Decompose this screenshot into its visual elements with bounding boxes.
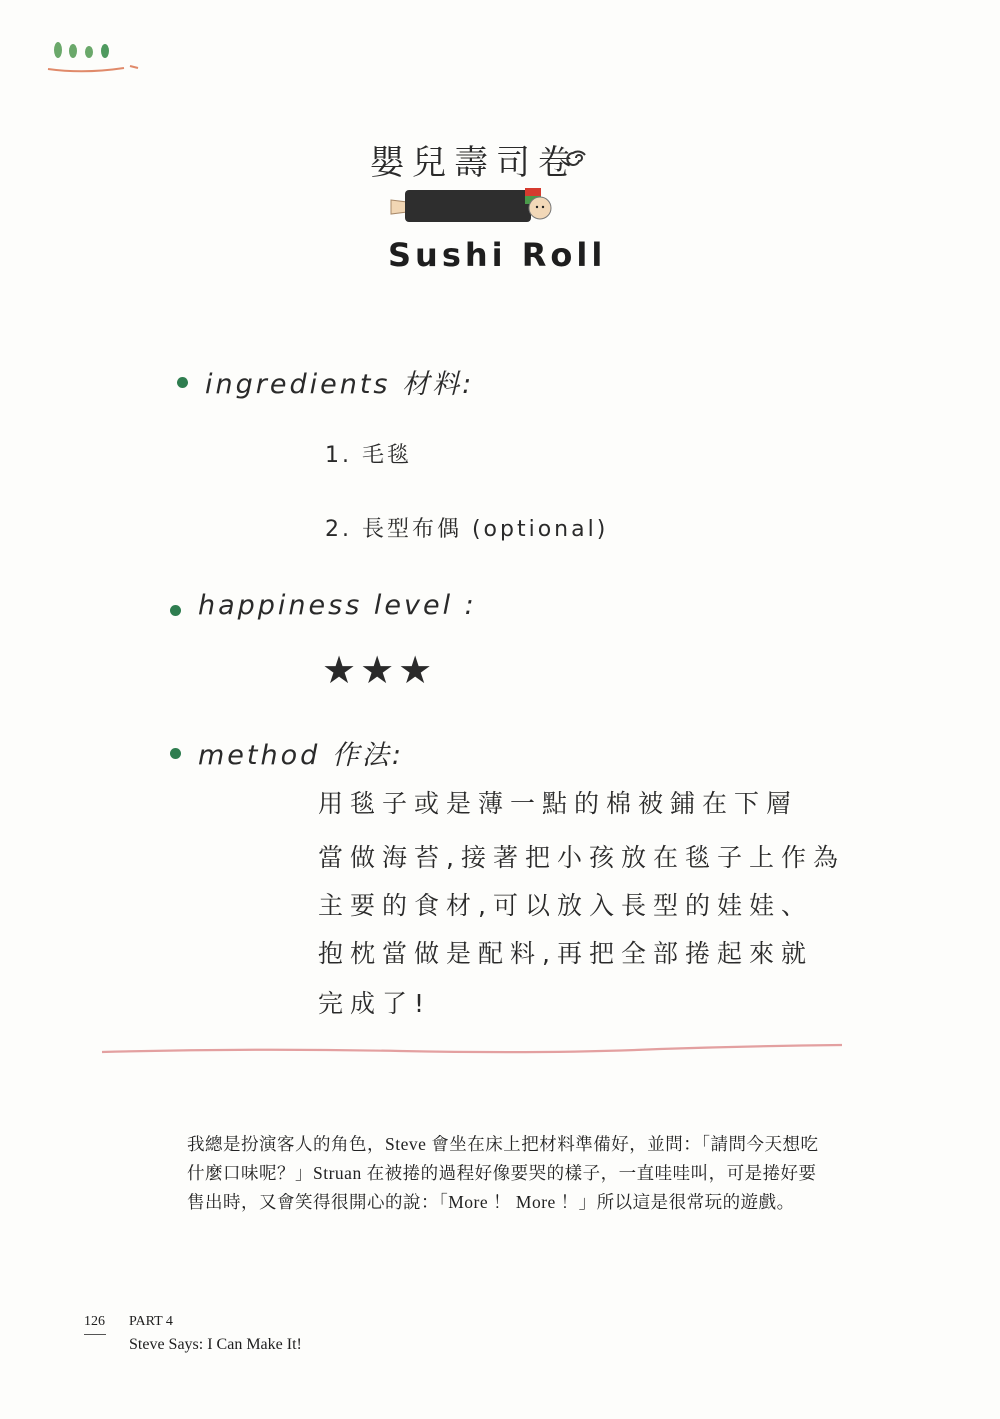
- footer-subtitle: Steve Says: I Can Make It!: [129, 1336, 302, 1353]
- title-chinese: 嬰兒壽司卷: [370, 143, 580, 183]
- leaf-decoration-icon: [44, 36, 144, 76]
- body-line: 售出時，又會笑得很開心的說：「More ！ More ！」所以這是很常玩的遊戲。: [187, 1192, 795, 1212]
- method-line: 完成了!: [318, 989, 432, 1018]
- body-paragraph: [187, 1130, 827, 1217]
- footer-rule: [84, 1334, 106, 1335]
- footer-part-label: PART 4: [129, 1314, 173, 1329]
- method-heading: method 作法:: [198, 740, 404, 771]
- bullet-dot-icon: [177, 377, 188, 388]
- happiness-heading: happiness level :: [198, 590, 477, 621]
- happiness-stars: ★★★: [322, 648, 437, 692]
- method-line: 當做海苔,接著把小孩放在毯子上作為: [318, 843, 845, 872]
- title-english: Sushi Roll: [388, 236, 607, 274]
- divider-line: [100, 1038, 845, 1060]
- method-line: 用毯子或是薄一點的棉被鋪在下層: [318, 789, 799, 818]
- sushi-roll-baby-illustration: [385, 182, 560, 228]
- body-line: 我總是扮演客人的角色，Steve 會坐在床上把材料準備好，並問：「請問今天想吃: [187, 1134, 819, 1154]
- ingredients-heading: ingredients 材料:: [205, 369, 475, 400]
- method-line: 抱枕當做是配料,再把全部捲起來就: [318, 939, 813, 968]
- page-number: 126: [84, 1314, 105, 1329]
- method-line: 主要的食材,可以放入長型的娃娃、: [318, 891, 813, 920]
- bullet-dot-icon: [170, 605, 181, 616]
- ingredient-item: 1. 毛毯: [325, 443, 412, 468]
- bullet-dot-icon: [170, 748, 181, 759]
- ingredient-item: 2. 長型布偶 (optional): [325, 517, 609, 542]
- swirl-icon: [562, 146, 592, 170]
- body-line: 什麼口味呢？」Struan 在被捲的過程好像要哭的樣子，一直哇哇叫，可是捲好要: [187, 1163, 817, 1183]
